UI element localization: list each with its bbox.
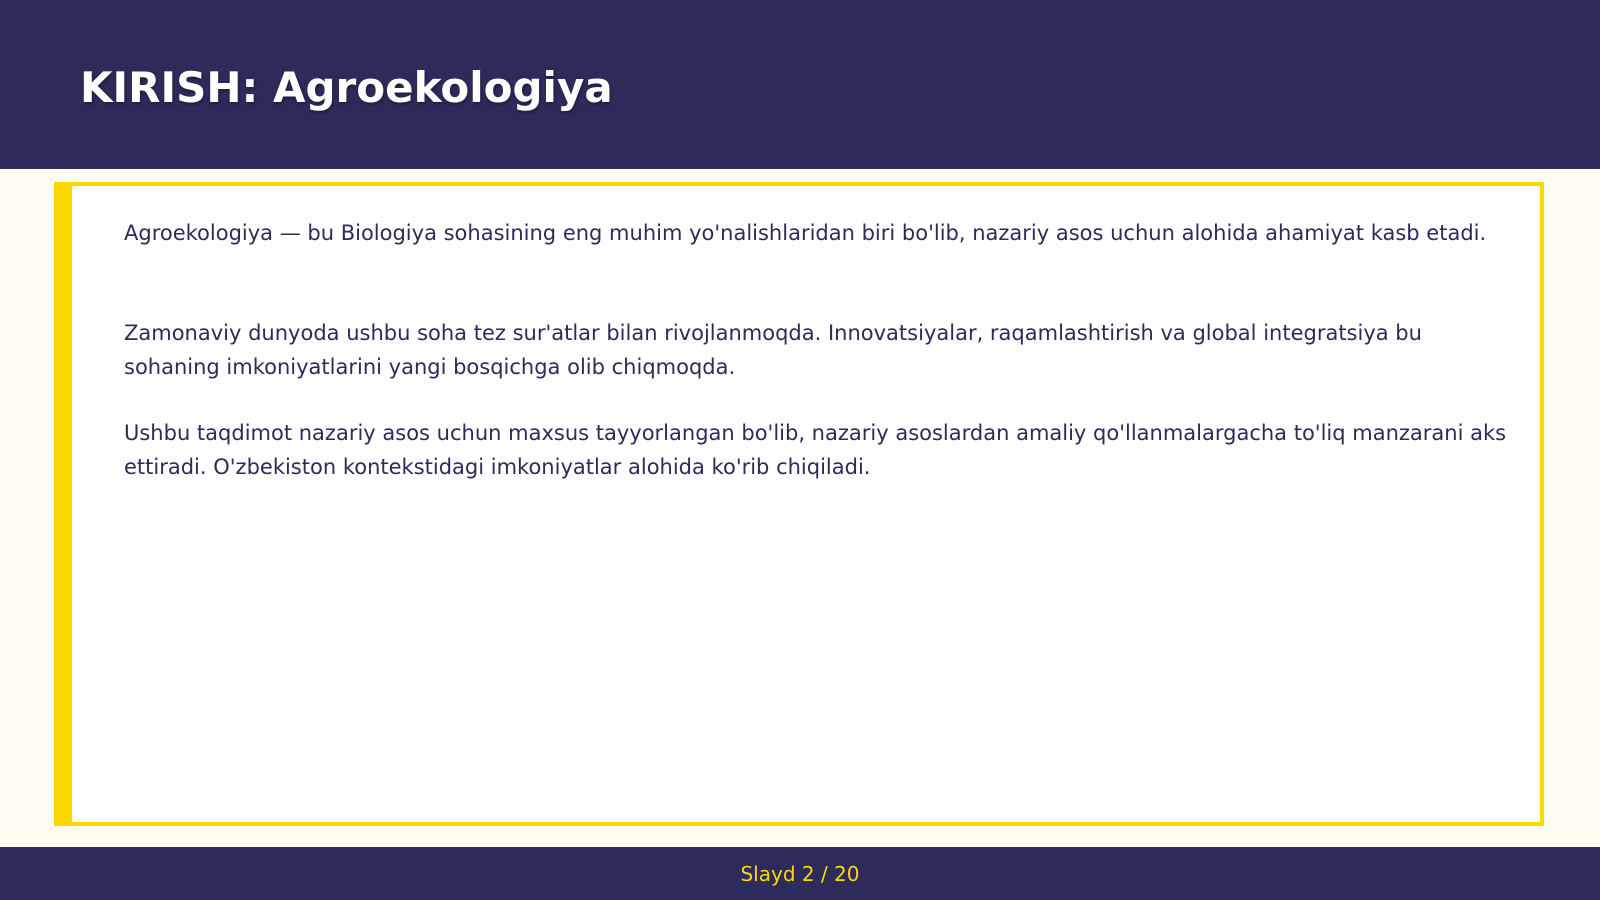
slide-counter: Slayd 2 / 20 (740, 862, 860, 886)
content-card (54, 182, 1544, 826)
slide-title: KIRISH: Agroekologiya (80, 63, 613, 112)
paragraph-presentation-purpose: Ushbu taqdimot nazariy asos uchun maxsus tayyorlangan bo'lib, nazariy asoslardan amaliy qo'llanmalargacha to'liq manzarani aks ettiradi. O'zbekiston kontekstidagi imkoniyatlar alohida ko'rib chiqiladi. (124, 421, 1507, 479)
slide-footer (0, 847, 1600, 900)
slide-header (0, 0, 1600, 169)
paragraph-modern-world: Zamonaviy dunyoda ushbu soha tez sur'atlar bilan rivojlanmoqda. Innovatsiyalar, raqamlashtirish va global integratsiya bu sohaning imkoniyatlarini yangi bosqichga olib chiqmoqda. (124, 321, 1422, 379)
paragraph-intro: Agroekologiya — bu Biologiya sohasining eng muhim yo'nalishlaridan biri bo'lib, nazariy asos uchun alohida ahamiyat kasb etadi. (124, 221, 1487, 245)
